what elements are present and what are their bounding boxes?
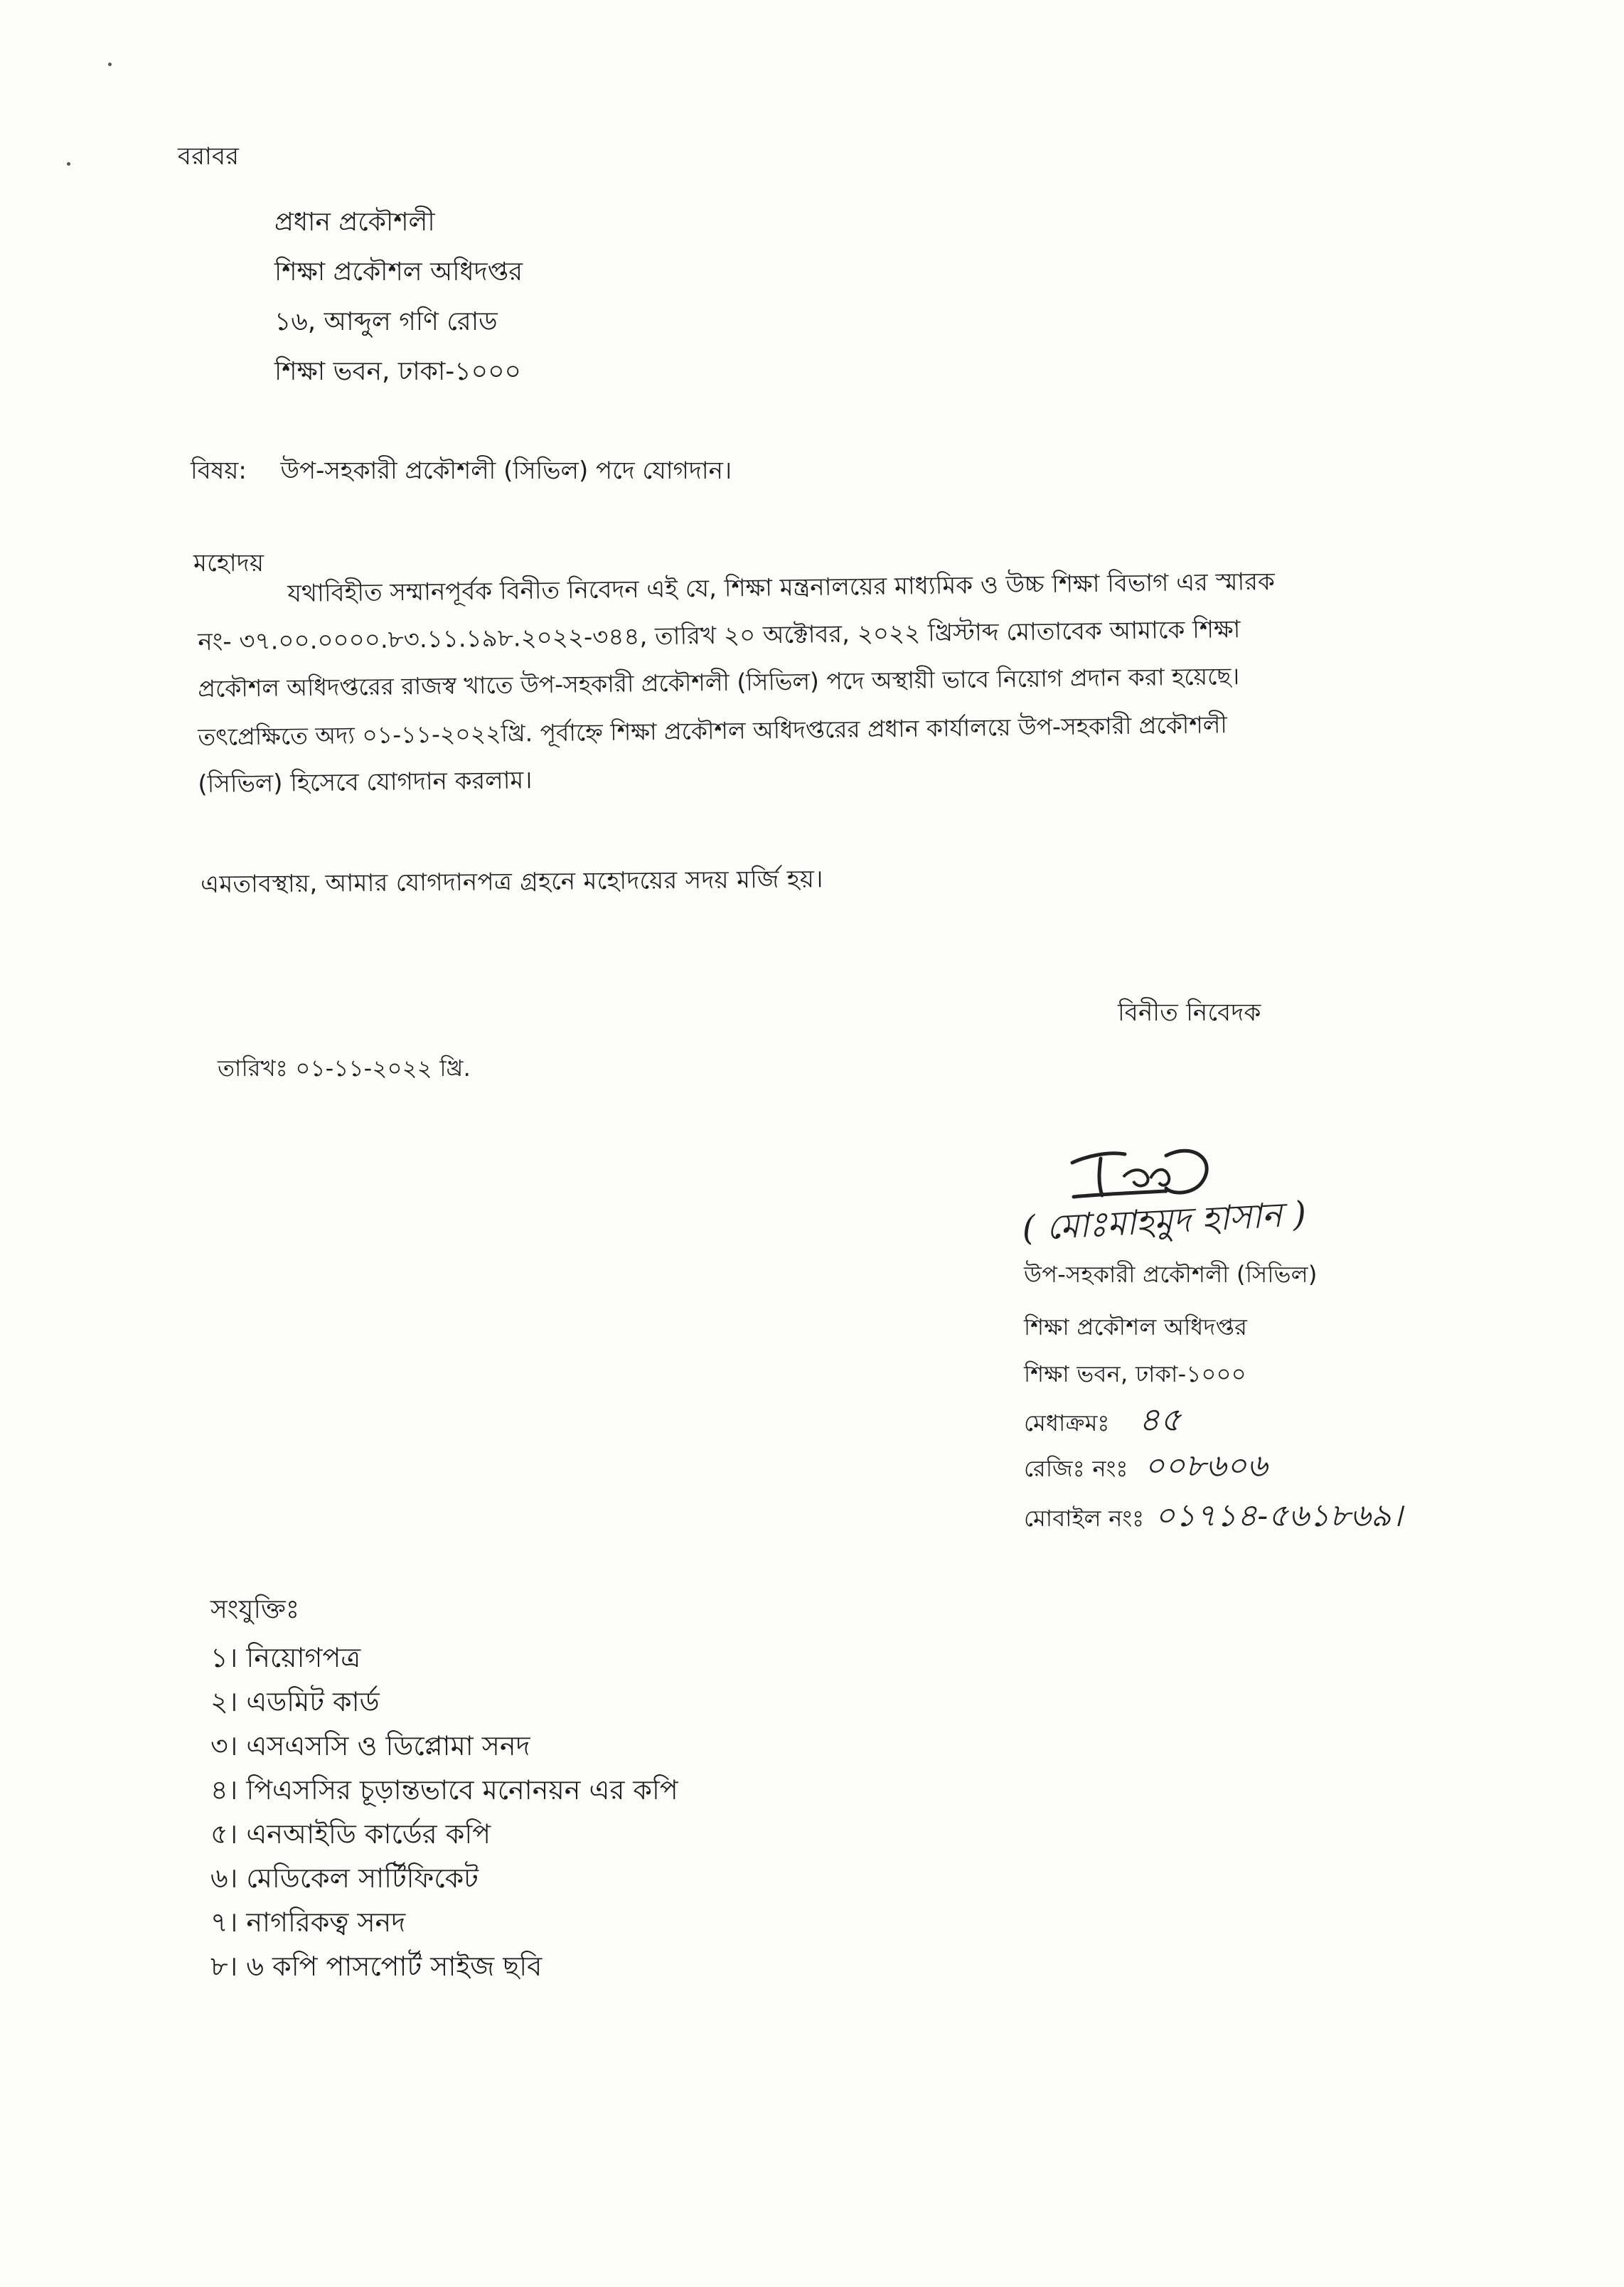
subject-label: বিষয়:	[191, 457, 247, 485]
attachment-item: ৩। এসএসসি ও ডিপ্লোমা সনদ	[210, 1730, 530, 1761]
reg-row	[1024, 1448, 1268, 1484]
merit-value: ৪৫	[1138, 1400, 1182, 1439]
salutation-to: বরাবর	[178, 142, 240, 171]
closing-request: এমতাবস্থায়, আমার যোগদানপত্র গ্রহনে মহোদয়ের সদয় মর্জি হয়।	[201, 865, 823, 899]
signature-name-handwritten: ( মোঃমাহমুদ হাসান )	[1021, 1194, 1308, 1249]
paper-speck	[67, 162, 70, 166]
recipient-line: শিক্ষা প্রকৌশল অধিদপ্তর	[274, 257, 523, 287]
body-line-5: (সিভিল) হিসেবে যোগদান করলাম।	[198, 766, 533, 799]
signature-mark	[1059, 1127, 1223, 1205]
recipient-line: ১৬, আব্দুল গণি রোড	[274, 307, 498, 336]
body-line-2: নং- ৩৭.০০.০০০০.৮৩.১১.১৯৮.২০২২-৩৪৪, তারিখ ২০ অক্টোবর, ২০২২ খ্রিস্টাব্দ মোতাবেক আমাকে শিক্ষা	[198, 615, 1241, 656]
body-line-1: যথাবিহীত সম্মানপূর্বক বিনীত নিবেদন এই যে, শিক্ষা মন্ত্রনালয়ের মাধ্যমিক ও উচ্চ শিক্ষা বিভাগ এর স্মারক	[287, 567, 1275, 608]
attachment-item: ৬। মেডিকেল সার্টিফিকেট	[210, 1862, 479, 1894]
reg-value: ০০৮৬০৬	[1144, 1448, 1268, 1484]
merit-label: মেধাক্রমঃ	[1024, 1409, 1110, 1436]
attachment-item: ৮। ৬ কপি পাসপোর্ট সাইজ ছবি	[210, 1951, 543, 1982]
paper-speck	[108, 63, 112, 66]
signer-designation: উপ-সহকারী প্রকৌশলী (সিভিল)	[1024, 1261, 1318, 1288]
mobile-row	[1024, 1500, 1403, 1534]
signer-office: শিক্ষা প্রকৌশল অধিদপ্তর	[1024, 1313, 1248, 1340]
recipient-line: প্রধান প্রকৌশলী	[274, 208, 435, 237]
attachment-item: ৪। পিএসসির চূড়ান্তভাবে মনোনয়ন এর কপি	[210, 1774, 678, 1806]
merit-row	[1024, 1400, 1182, 1439]
mobile-value: ০১৭১৪-৫৬১৮৬৯।	[1155, 1498, 1403, 1534]
body-line-3: প্রকৌশল অধিদপ্তরের রাজস্ব খাতে উপ-সহকারী প্রকৌশলী (সিভিল) পদে অস্থায়ী ভাবে নিয়োগ প্রদান করা হয়েছে।	[198, 662, 1240, 703]
mobile-label: মোবাইল নংঃ	[1024, 1505, 1145, 1532]
reg-label: রেজিঃ নংঃ	[1024, 1455, 1128, 1482]
attachment-item: ৭। নাগরিকত্ব সনদ	[210, 1907, 406, 1938]
attachments-list	[210, 1636, 678, 1988]
attachments-title: সংযুক্তিঃ	[210, 1595, 300, 1624]
recipient-line: শিক্ষা ভবন, ঢাকা-১০০০	[274, 357, 521, 386]
subject-text: উপ-সহকারী প্রকৌশলী (সিভিল) পদে যোগদান।	[280, 457, 732, 485]
greeting: মহোদয়	[193, 549, 265, 577]
subject-line	[191, 455, 732, 486]
date-line: তারিখঃ ০১-১১-২০২২ খ্রি.	[218, 1055, 471, 1082]
yours-faithfully: বিনীত নিবেদক	[1118, 998, 1261, 1027]
signer-address: শিক্ষা ভবন, ঢাকা-১০০০	[1024, 1360, 1246, 1387]
attachment-item: ২। এডমিট কার্ড	[210, 1686, 380, 1717]
body-line-4: তৎপ্রেক্ষিতে অদ্য ০১-১১-২০২২খ্রি. পূর্বাহ্নে শিক্ষা প্রকৌশল অধিদপ্তরের প্রধান কার্যালয়ে উপ-সহকারী প্রকৌশলী	[198, 710, 1227, 751]
attachment-item: ৫। এনআইডি কার্ডের কপি	[210, 1818, 491, 1850]
attachment-item: ১। নিয়োগপত্র	[210, 1642, 361, 1673]
recipient-address	[274, 198, 523, 397]
